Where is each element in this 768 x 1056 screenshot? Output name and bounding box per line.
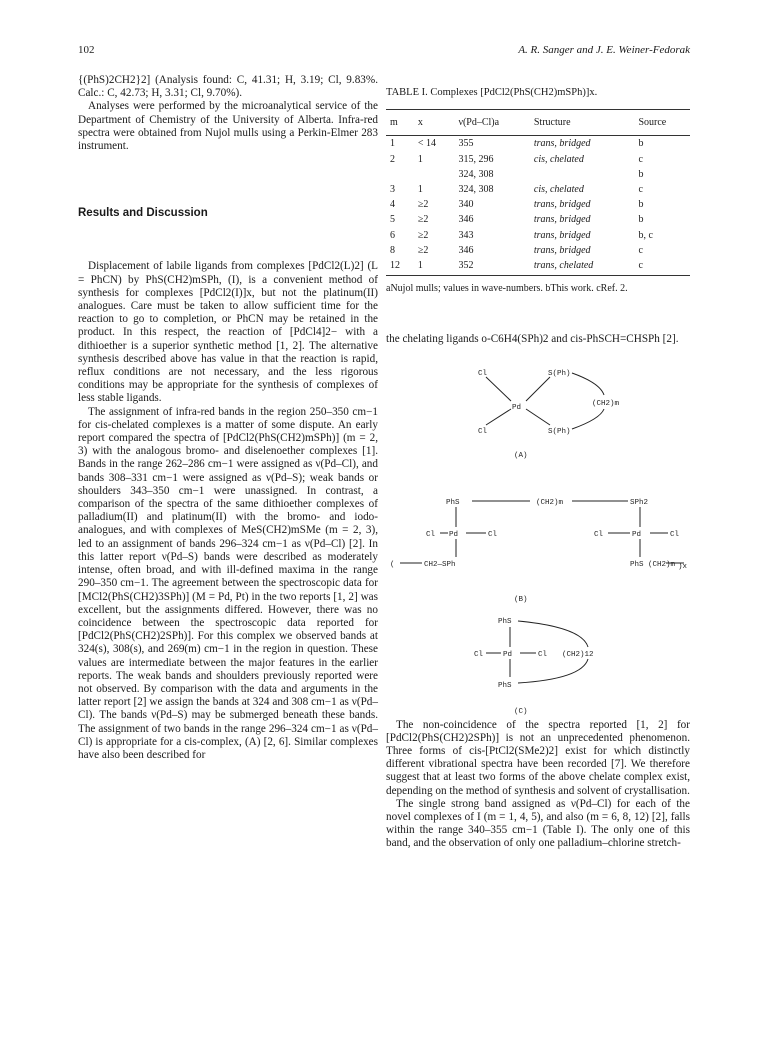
table-row — [386, 243, 690, 258]
fig-b-ch2: (CH2)m — [536, 498, 564, 507]
left-column — [78, 74, 378, 762]
table-cell: 343 — [458, 229, 474, 241]
table-cell: 346 — [458, 244, 474, 256]
table-cell: 1 — [417, 153, 423, 165]
table-cell: b, c — [638, 229, 653, 241]
fig-c-label: (C) — [514, 707, 528, 716]
discussion-paragraph-2: The assignment of infra-red bands in the region 250–350 cm−1 for cis-chelated complexes is a matter of some dispute. An early report compared the spectra of [PdCl2(PhS(CH2)mSPh)] (m = 2, 3) with the analogous bromo- and diselenoether complexes [1]. Bands in the range 262–286 cm−1 were assigned as ν(Pd–Cl), and bands 308–331 cm−1 were assigned as ν(Pd–S); weak bands or shoulders 343–350 cm−1 were unassigned. In contrast, a comparison of the spectra of the same dithioether complexes of palladium(II) and platinum(II) with the bromo- and iodo-analogues, and with complexes of MeS(CH2)mSMe (m = 2, 3), led to an assignment of bands 296–324 cm−1 as ν(Pd–Cl) [2]. In this latter report ν(Pd–S) bands were described as moderately intense, often broad, and with ill-defined maxima in the range 290–350 cm−1. The agreement between the spectroscopic data for [MCl2(PhS(CH2)3SPh)] (M = Pd, Pt) in the two reports [1, 2] was excellent, but the assignments differed. However, there was no coincidence between the spectroscopic data reported for [PdCl2(PhS(CH2)2SPh)]. For this complex we observed bands at 324(s), 308(s), and 269(m) cm−1 in the region in question. These values are intermediate between the major features in the earlier reports. The weak bands and shoulders previously reported were not observed. By comparison with the data and arguments in the latter report [2] we assign the bands at 324 and 308 cm−1 as ν(Pd–Cl). The bands ν(Pd–S) may be submerged beneath these bands. The assignment of two bands in the range 296–324 cm−1 as ν(Pd–Cl) is appropriate for a cis-complex, (A) [2, 6]. Similar complexes have also been described for — [78, 405, 378, 761]
table-caption: TABLE I. Complexes [PdCl2(PhS(CH2)mSPh)]x. — [386, 87, 598, 98]
table-cell: c — [638, 153, 643, 165]
table-cell: 324, 308 — [458, 168, 494, 180]
fig-a-pd: Pd — [512, 403, 522, 412]
page-number: 102 — [78, 44, 95, 56]
structure-figures — [386, 357, 690, 719]
table-footnote: aNujol mulls; values in wave-numbers. bThis work. cRef. 2. — [386, 283, 628, 295]
table-cell: b — [638, 168, 644, 180]
table-row — [386, 212, 690, 227]
table-row — [386, 182, 690, 197]
fig-c-ch2: (CH2)12 — [562, 650, 594, 659]
fig-b-cl-1: Cl — [426, 530, 436, 539]
running-header-authors: A. R. Sanger and J. E. Weiner-Fedorak — [518, 44, 690, 56]
fig-b-close-paren: )x — [678, 562, 688, 571]
table-cell: trans, bridged — [533, 214, 591, 226]
fig-b-phs: PhS — [446, 498, 460, 507]
col-structure: Structure — [530, 110, 635, 136]
table-row — [386, 197, 690, 212]
table-cell: 315, 296 — [458, 153, 494, 165]
fig-c-pd: Pd — [503, 650, 513, 659]
table-cell: c — [638, 244, 643, 256]
table-cell — [414, 167, 455, 182]
section-heading: Results and Discussion — [78, 207, 208, 220]
fig-a-label: (A) — [514, 451, 528, 460]
fig-c-phs-top: PhS — [498, 617, 512, 626]
table-cell: trans, chelated — [530, 258, 635, 276]
fig-b-pd-2: Pd — [632, 530, 642, 539]
fig-a-cl-top: Cl — [478, 369, 488, 378]
methods-paragraph: Analyses were performed by the microanalytical service of the Department of Chemistry of the University of Alberta. Infra-red spectra were obtained from Nujol mulls using a Perkin-Elmer 283 instrument. — [78, 100, 378, 153]
table-cell: ≥2 — [417, 214, 429, 226]
table-row — [386, 228, 690, 243]
fig-b-label: (B) — [514, 595, 528, 604]
table-body — [386, 136, 690, 276]
fig-b-cl-3: Cl — [594, 530, 604, 539]
table-cell: c — [634, 258, 690, 276]
table-cell: 2 — [390, 153, 395, 165]
table-cell: trans, bridged — [533, 244, 591, 256]
table-cell: 6 — [390, 229, 395, 241]
table-cell: trans, bridged — [533, 229, 591, 241]
discussion-paragraph-1: Displacement of labile ligands from complexes [PdCl2(L)2] (L = PhCN) by PhS(CH2)mSPh, (I), is a convenient method of synthesis for complexes [PdCl2(I)]x, but not the platinum(II) analogues. Care must be taken to allow sufficient time for the reaction to go to completion, or PhCN may be retained in the product. In this respect, the reaction of [PdCl4]2− with a dithioether is a superior synthetic method [1, 2]. The alternative synthesis described above has value in that the reaction is rapid, reflux conditions are not necessary, and the less rigorous conditions may be appropriate for the synthesis of complexes of less stable ligands. — [78, 260, 378, 405]
table-cell: cis, chelated — [533, 153, 584, 165]
table-cell: trans, bridged — [533, 199, 591, 211]
fig-a-cl-bottom: Cl — [478, 427, 488, 436]
table-cell: 1 — [414, 258, 455, 276]
table-cell: b — [638, 199, 644, 211]
analysis-paragraph: {(PhS)2CH2}2] (Analysis found: C, 41.31; H, 3.19; Cl, 9.83%. Calc.: C, 42.73; H, 3.31; Cl, 9.70%). — [78, 74, 378, 100]
col-source: Source — [634, 110, 690, 136]
table-cell: 1 — [390, 138, 395, 150]
fig-b-cl-4: Cl — [670, 530, 680, 539]
table-cell: 355 — [458, 138, 474, 150]
table-cell: ≥2 — [417, 244, 429, 256]
fig-a-ch2: (CH2)m — [592, 399, 620, 408]
table-cell: 346 — [458, 214, 474, 226]
fig-b-ch2-2: (CH2)m — [648, 560, 676, 569]
single-band-paragraph: The single strong band assigned as ν(Pd–Cl) for each of the novel complexes of I (m = 1, 4, 5), and also (m = 6, 8, 12) [2], falls within the range 340–355 cm−1 (Table I). The only one of this band, and the observation of only one palladium–chlorine stretch- — [386, 797, 690, 850]
fig-c-phs-bottom: PhS — [498, 681, 512, 690]
col-m: m — [386, 110, 414, 136]
table-cell: 12 — [386, 258, 414, 276]
table-cell — [530, 167, 635, 182]
fig-b-sph2: SPh2 — [630, 498, 649, 507]
col-x: x — [414, 110, 455, 136]
fig-b-pd-1: Pd — [449, 530, 459, 539]
fig-b-ch2sph: CH2—SPh — [424, 560, 456, 569]
table-row — [386, 167, 690, 182]
table-cell: b — [638, 138, 644, 150]
table-cell: 8 — [390, 244, 395, 256]
table-header-row — [386, 110, 690, 136]
table-row — [386, 136, 690, 152]
chelating-paragraph: the chelating ligands o-C6H4(SPh)2 and cis-PhSCH=CHSPh [2]. — [386, 333, 679, 346]
complexes-table — [386, 109, 690, 276]
table-cell: ≥2 — [417, 229, 429, 241]
fig-b-cl-2: Cl — [488, 530, 498, 539]
table-row — [386, 258, 690, 276]
table-cell: 3 — [390, 184, 395, 196]
table-cell — [386, 167, 414, 182]
table-cell: c — [638, 184, 643, 196]
structure-diagrams-svg — [386, 357, 690, 719]
table-cell: < 14 — [417, 138, 437, 150]
table-cell: 4 — [390, 199, 395, 211]
table-cell: 340 — [458, 199, 474, 211]
table-cell: b — [638, 214, 644, 226]
col-nu: ν(Pd–Cl)a — [454, 110, 529, 136]
right-column — [386, 74, 690, 851]
fig-b-open-paren: ( — [390, 560, 395, 569]
structure-A — [486, 373, 604, 429]
table-cell: trans, bridged — [533, 138, 591, 150]
table-cell: cis, chelated — [533, 184, 584, 196]
table-cell: 1 — [417, 184, 423, 196]
structure-B — [400, 498, 684, 563]
fig-a-s-bottom: S(Ph) — [548, 427, 571, 436]
fig-c-cl-2: Cl — [538, 650, 548, 659]
noncoincidence-paragraph: The non-coincidence of the spectra reported [1, 2] for [PdCl2(PhS(CH2)2SPh)] is not an unprecedented phenomenon. Three forms of cis-[PtCl2(SMe2)2] exist for which distinctly different vibrational spectra have been recorded [7]. We therefore suggest that at least two forms of the above chelate complex exist, depending on the method of synthesis and solvent of crystallisation. — [386, 718, 690, 797]
table-row — [386, 152, 690, 167]
fig-b-phs-2: PhS — [630, 560, 644, 569]
table-cell: 352 — [454, 258, 529, 276]
fig-c-cl-1: Cl — [474, 650, 484, 659]
table-cell: 324, 308 — [458, 184, 494, 196]
table-cell: 5 — [390, 214, 395, 226]
table-cell: ≥2 — [417, 199, 429, 211]
fig-a-s-top: S(Ph) — [548, 369, 571, 378]
